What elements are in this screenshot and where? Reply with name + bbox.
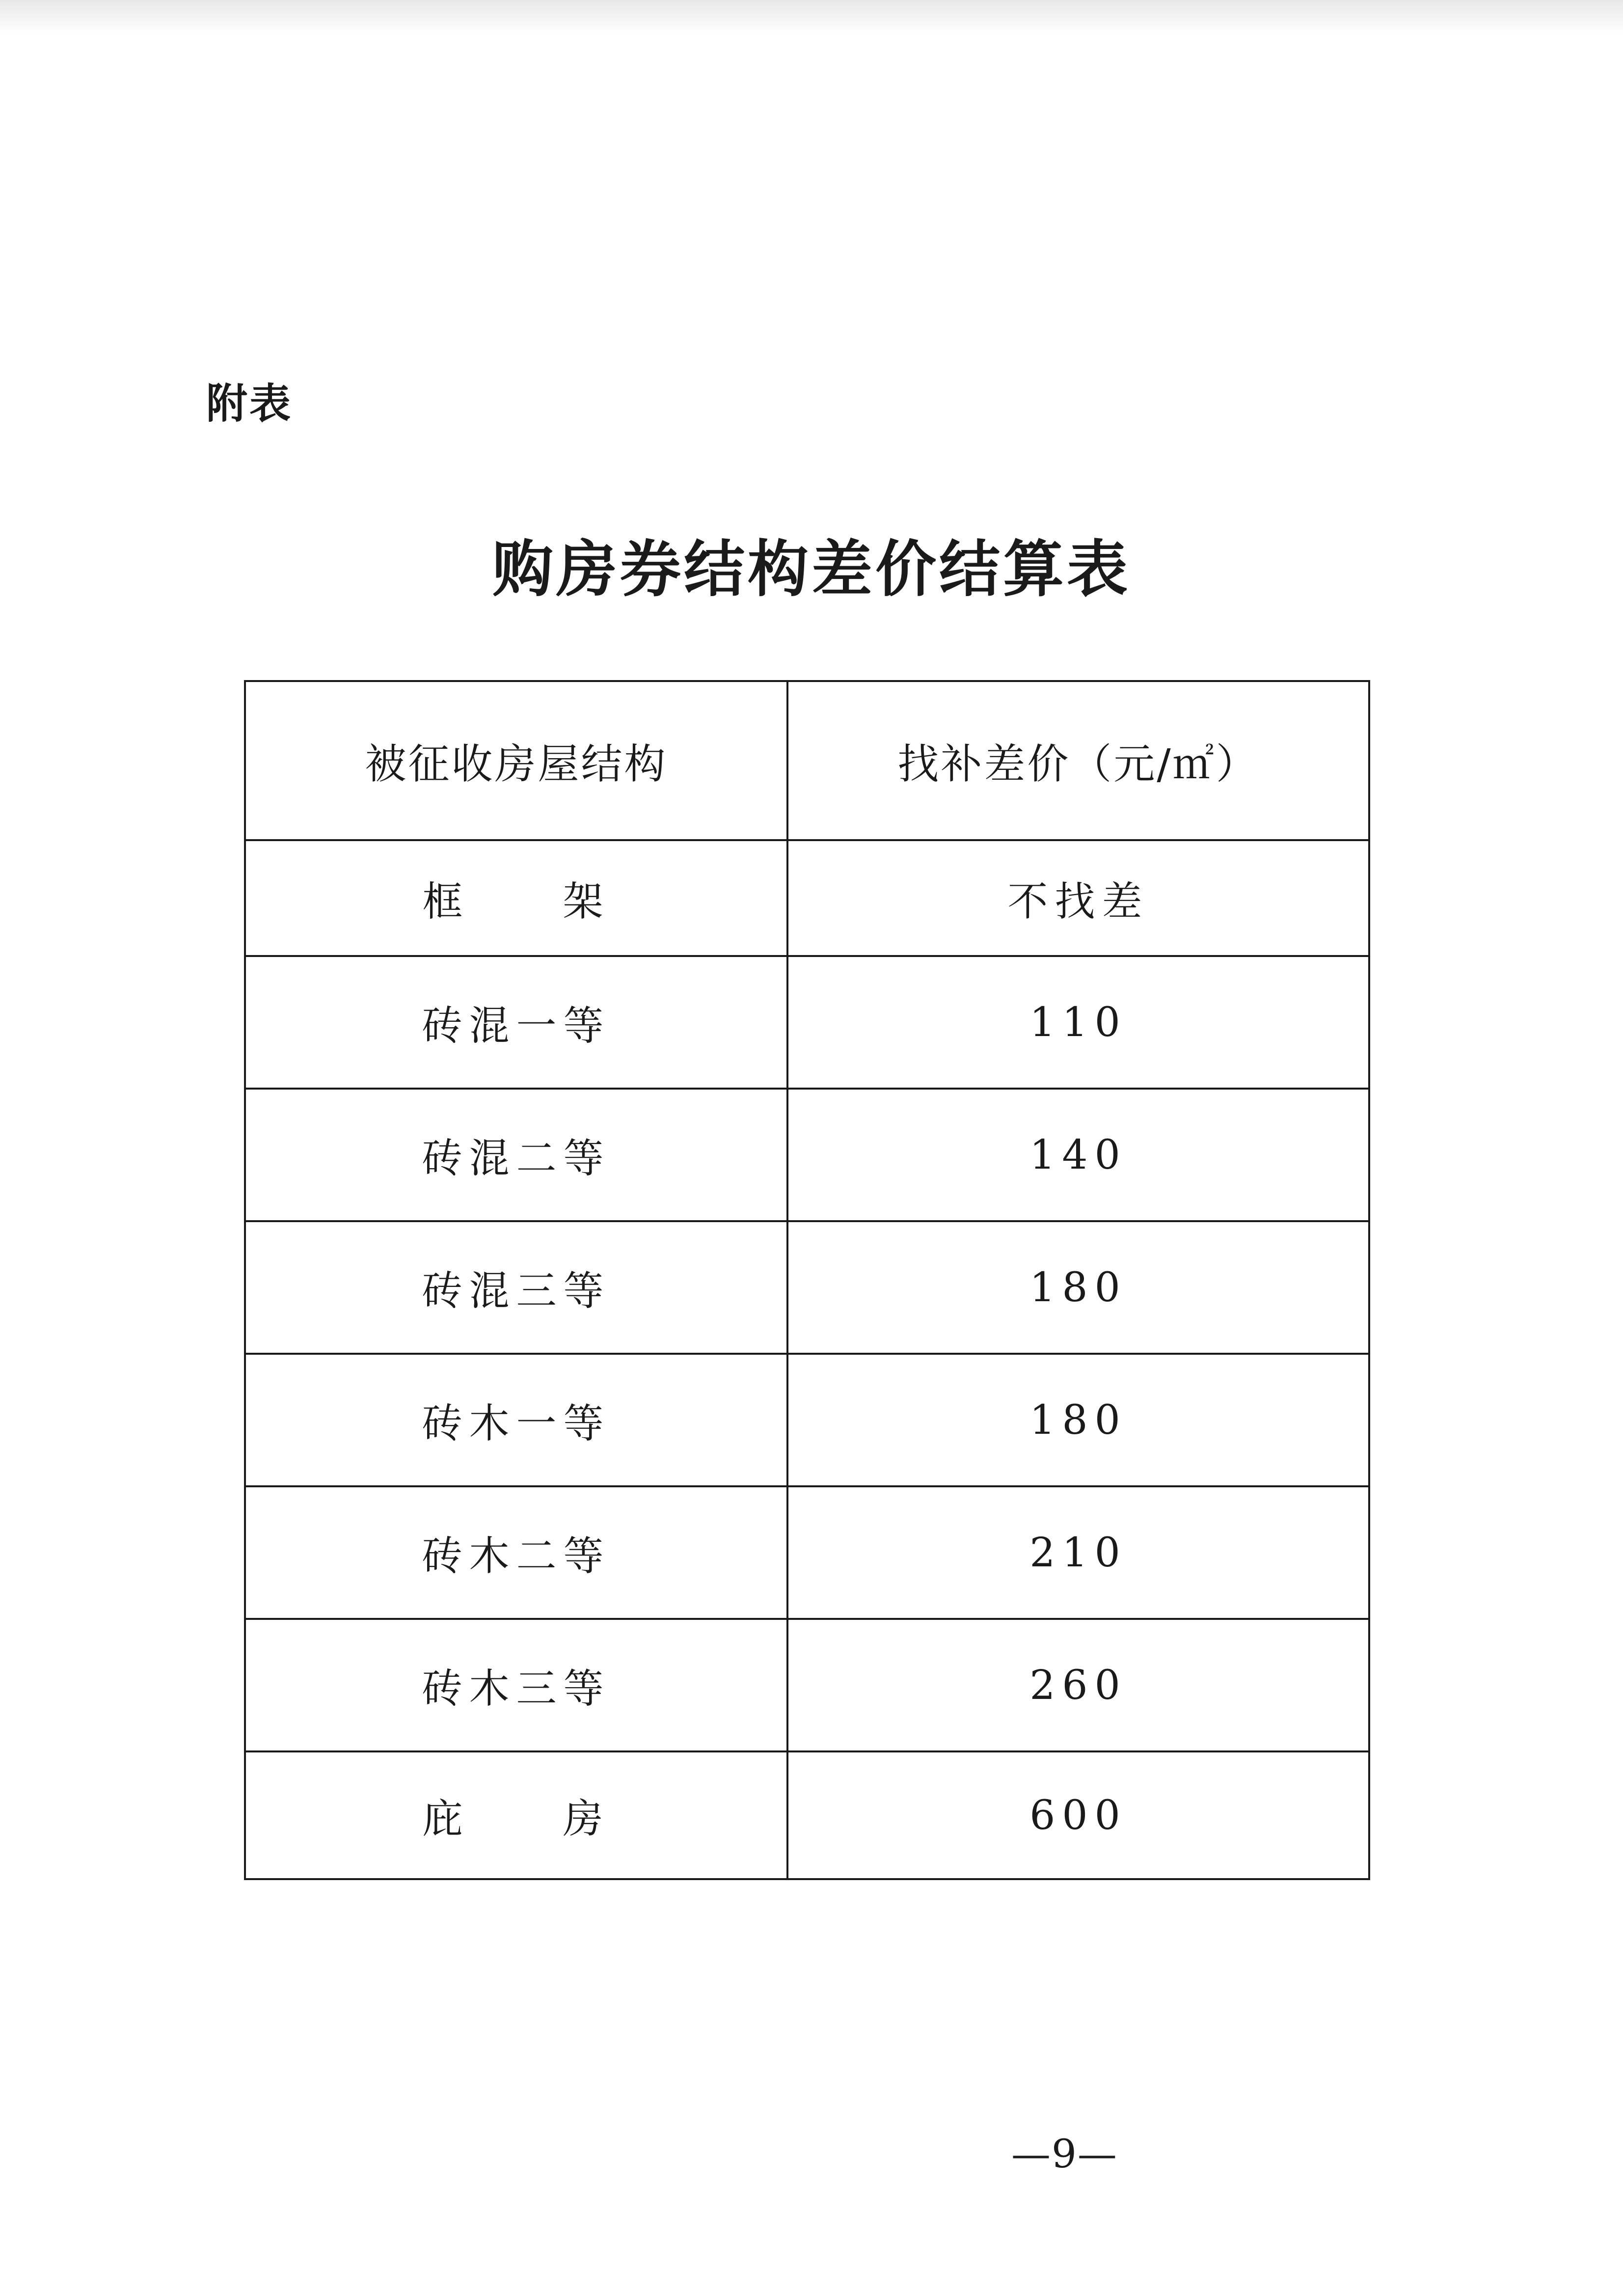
cell-price: 不找差 <box>787 840 1369 956</box>
cell-structure-char: 房 <box>563 1795 610 1842</box>
cell-price: 600 <box>787 1751 1369 1879</box>
page-title: 购房券结构差价结算表 <box>492 534 1131 605</box>
table-row <box>245 1089 1369 1221</box>
page-number: —9— <box>1011 2131 1118 2177</box>
cell-structure: 砖木三等 <box>245 1619 787 1751</box>
cell-price: 260 <box>787 1619 1369 1751</box>
cell-structure: 砖混二等 <box>245 1089 787 1221</box>
scan-edge-shadow <box>0 0 1623 34</box>
cell-price: 180 <box>787 1354 1369 1486</box>
cell-structure: 砖木一等 <box>245 1354 787 1486</box>
table-row <box>245 840 1369 956</box>
table-row <box>245 1221 1369 1354</box>
cell-price: 210 <box>787 1486 1369 1619</box>
cell-structure-char: 庇 <box>422 1795 470 1842</box>
cell-structure <box>245 840 787 956</box>
cell-structure <box>245 1751 787 1879</box>
cell-structure: 砖混三等 <box>245 1221 787 1354</box>
table-row <box>245 1619 1369 1751</box>
cell-structure: 砖混一等 <box>245 956 787 1089</box>
cell-structure-char: 架 <box>563 878 610 925</box>
cell-price: 140 <box>787 1089 1369 1221</box>
table-row <box>245 1486 1369 1619</box>
settlement-table <box>244 680 1370 1880</box>
settlement-table-container <box>244 680 1368 1880</box>
table-row <box>245 1354 1369 1486</box>
cell-price: 110 <box>787 956 1369 1089</box>
header-price-difference: 找补差价（元/㎡） <box>787 681 1369 840</box>
table-row <box>245 956 1369 1089</box>
cell-structure-char: 框 <box>422 878 470 925</box>
cell-price: 180 <box>787 1221 1369 1354</box>
header-structure: 被征收房屋结构 <box>245 681 787 840</box>
cell-structure: 砖木二等 <box>245 1486 787 1619</box>
table-row <box>245 1751 1369 1879</box>
appendix-label: 附表 <box>206 380 293 428</box>
table-header-row <box>245 681 1369 840</box>
